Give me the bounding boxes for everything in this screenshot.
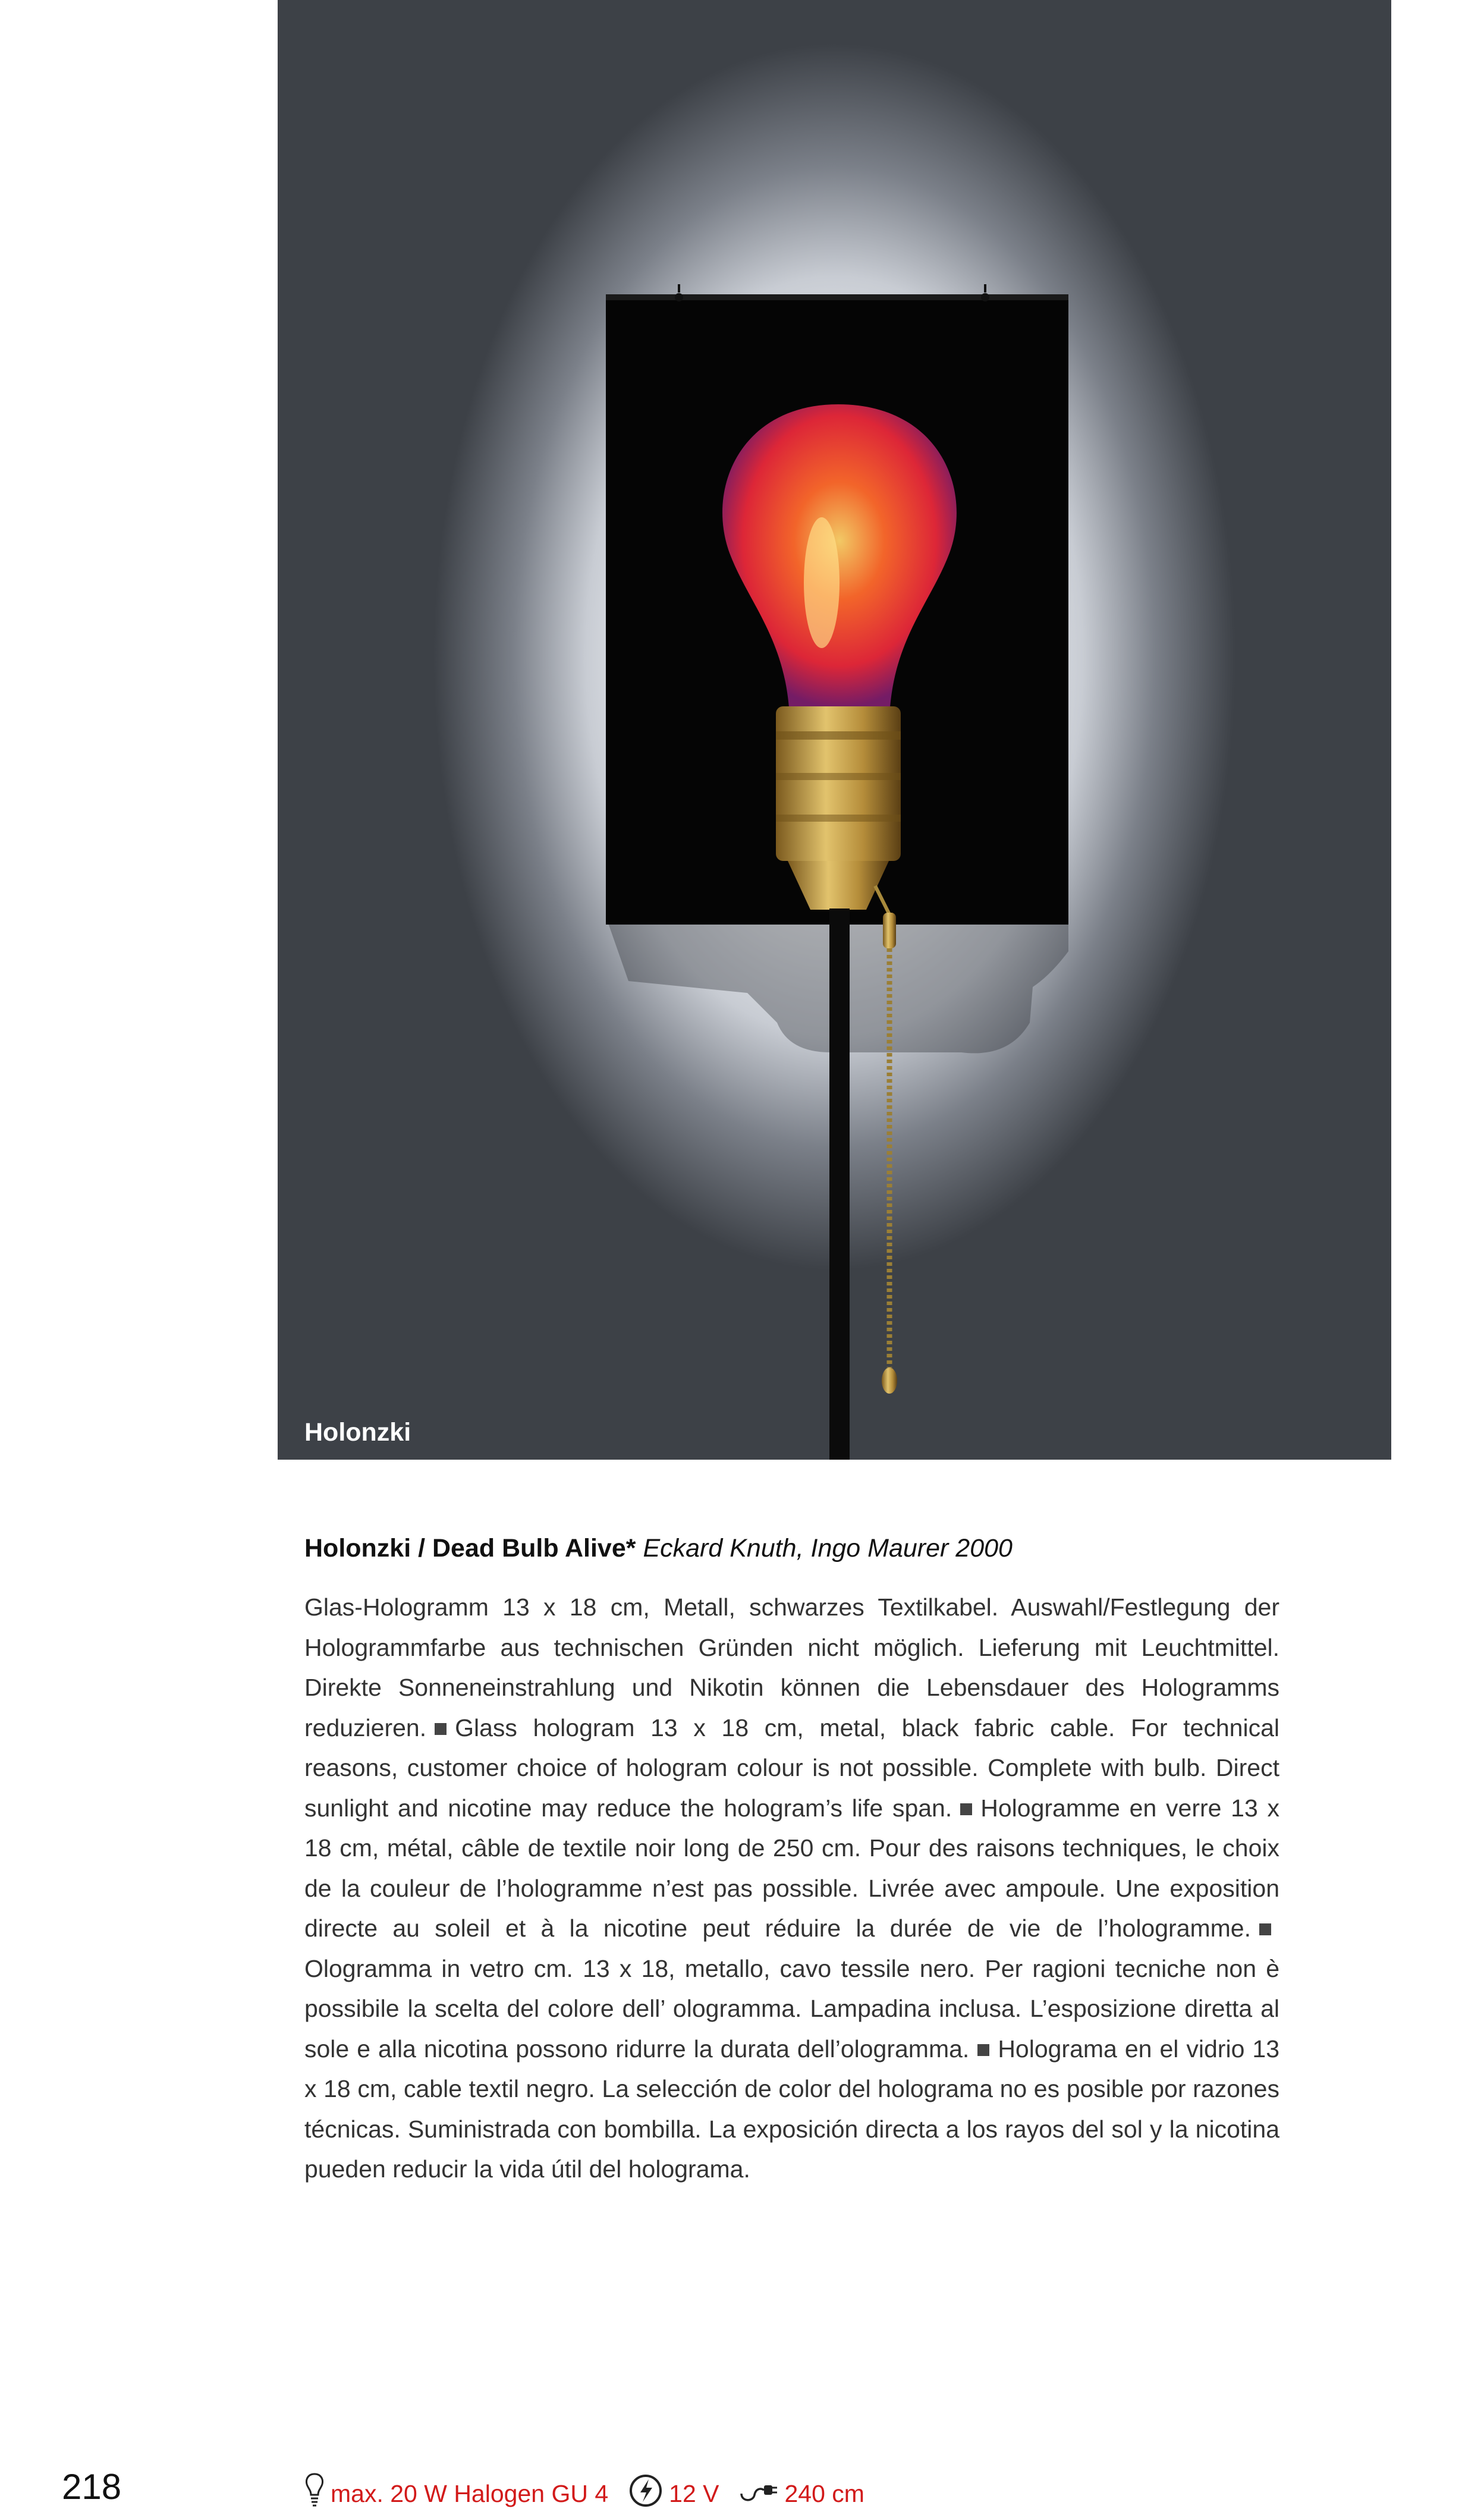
product-designers: Eckard Knuth, Ingo Maurer 2000 <box>643 1534 1013 1563</box>
spec-bulb-text: max. 20 W Halogen GU 4 <box>331 2479 609 2507</box>
spec-cable-text: 240 cm <box>784 2479 864 2507</box>
bulb-icon <box>304 2472 325 2515</box>
spec-voltage <box>628 2473 719 2514</box>
description-es: Holograma en el vidrio 13 x 18 cm, cable textil negro. La selección de color del holograma no es posible por razones técnicas. Suministrada con bombilla. La exposición directa a los rayos del sol y la nicotina pueden reducir la vida útil del holograma. <box>304 2035 1279 2183</box>
product-title: Holonzki / Dead Bulb Alive* <box>304 1534 636 1563</box>
product-title-line <box>304 1534 1013 1563</box>
product-description <box>304 1587 1279 2190</box>
cable-plug-icon <box>739 2476 778 2511</box>
product-photo <box>278 0 1391 1460</box>
separator-square-icon <box>977 2044 989 2056</box>
spec-line <box>304 2472 885 2515</box>
spec-cable <box>739 2476 864 2511</box>
photo-caption: Holonzki <box>304 1418 411 1447</box>
spec-voltage-text: 12 V <box>669 2479 719 2507</box>
page-number: 218 <box>62 2467 122 2507</box>
spec-bulb <box>304 2472 608 2515</box>
hologram-bulb-photo <box>278 0 1391 1460</box>
separator-square-icon <box>960 1803 972 1815</box>
separator-square-icon <box>1259 1923 1271 1935</box>
separator-square-icon <box>435 1723 447 1735</box>
description-it: Ologramma in vetro cm. 13 x 18, metallo, cavo tessile nero. Per ragioni tecniche non è possibile la scelta del colore dell’ ologramma. Lampadina inclusa. L’esposizione diretta al sole e alla nicotina possono ridurre la durata dell’ologramma. <box>304 1954 1279 2063</box>
description-en: Glass hologram 13 x 18 cm, metal, black fabric cable. For technical reasons, customer choice of hologram colour is not possible. Complete with bulb. Direct sunlight and nicotine may reduce the hologram’s life span. <box>304 1714 1279 1822</box>
description-fr: Hologramme en verre 13 x 18 cm, métal, câble de textile noir long de 250 cm. Pour des raisons techniques, le choix de la couleur de l’hologramme n’est pas possible. Livrée avec ampoule. Une exposition directe au soleil et à la nicotine peut réduire la durée de vie de l’hologramme. <box>304 1794 1279 1942</box>
transformer-icon <box>628 2473 663 2514</box>
description-de: Glas-Hologramm 13 x 18 cm, Metall, schwarzes Textilkabel. Auswahl/Festlegung der Hologrammfarbe aus technischen Gründen nicht möglich. Lieferung mit Leuchtmittel. Direkte Sonneneinstrahlung und Nikotin können die Lebensdauer des Hologramms reduzieren. <box>304 1593 1279 1741</box>
